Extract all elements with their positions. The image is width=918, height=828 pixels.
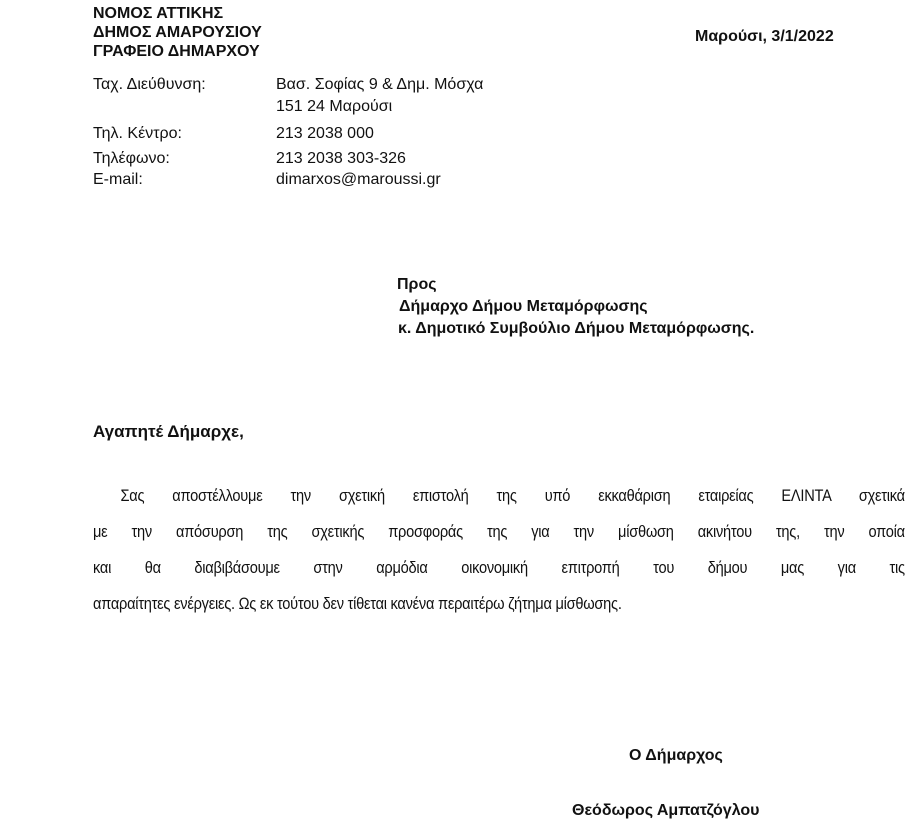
email-label: E-mail: [93, 171, 143, 188]
switchboard-value: 213 2038 000 [276, 125, 374, 142]
office-heading: ΓΡΑΦΕΙΟ ΔΗΜΑΡΧΟΥ [93, 43, 260, 60]
phone-label: Τηλέφωνο: [93, 150, 170, 167]
salutation: Αγαπητέ Δήμαρχε, [93, 422, 244, 441]
recipient-line-1: Δήμαρχο Δήμου Μεταμόρφωσης [399, 298, 648, 315]
recipient-line-2: κ. Δημοτικό Συμβούλιο Δήμου Μεταμόρφωσης. [398, 320, 755, 337]
to-label: Προς [397, 276, 437, 293]
body-line-2: με την απόσυρση της σχετικής προσφοράς της για την μίσθωση ακινήτου της, την οποία [93, 522, 905, 541]
signature-title: Ο Δήμαρχος [629, 747, 723, 764]
signature-name: Θεόδωρος Αμπατζόγλου [572, 802, 760, 819]
address-line-1: Βασ. Σοφίας 9 & Δημ. Μόσχα [276, 76, 484, 93]
letter-date: Μαρούσι, 3/1/2022 [695, 28, 834, 45]
switchboard-label: Τηλ. Κέντρο: [93, 125, 182, 142]
letter-body [93, 478, 905, 622]
prefecture-heading: ΝΟΜΟΣ ΑΤΤΙΚΗΣ [93, 5, 224, 22]
email-value[interactable]: dimarxos@maroussi.gr [276, 171, 441, 188]
address-label: Ταχ. Διεύθυνση: [93, 76, 206, 93]
municipality-heading: ΔΗΜΟΣ ΑΜΑΡΟΥΣΙΟΥ [93, 24, 262, 41]
body-line-1: Σας αποστέλλουμε την σχετική επιστολή της υπό εκκαθάριση εταιρείας ΕΛΙΝΤΑ σχετικά [120, 486, 905, 505]
address-line-2: 151 24 Μαρούσι [276, 98, 393, 115]
body-line-3: και θα διαβιβάσουμε στην αρμόδια οικονομική επιτροπή του δήμου μας για τις [93, 558, 905, 577]
body-line-4: απαραίτητες ενέργειες. Ως εκ τούτου δεν τίθεται κανένα περαιτέρω ζήτημα μίσθωσης. [93, 594, 622, 613]
phone-value: 213 2038 303-326 [276, 150, 406, 167]
